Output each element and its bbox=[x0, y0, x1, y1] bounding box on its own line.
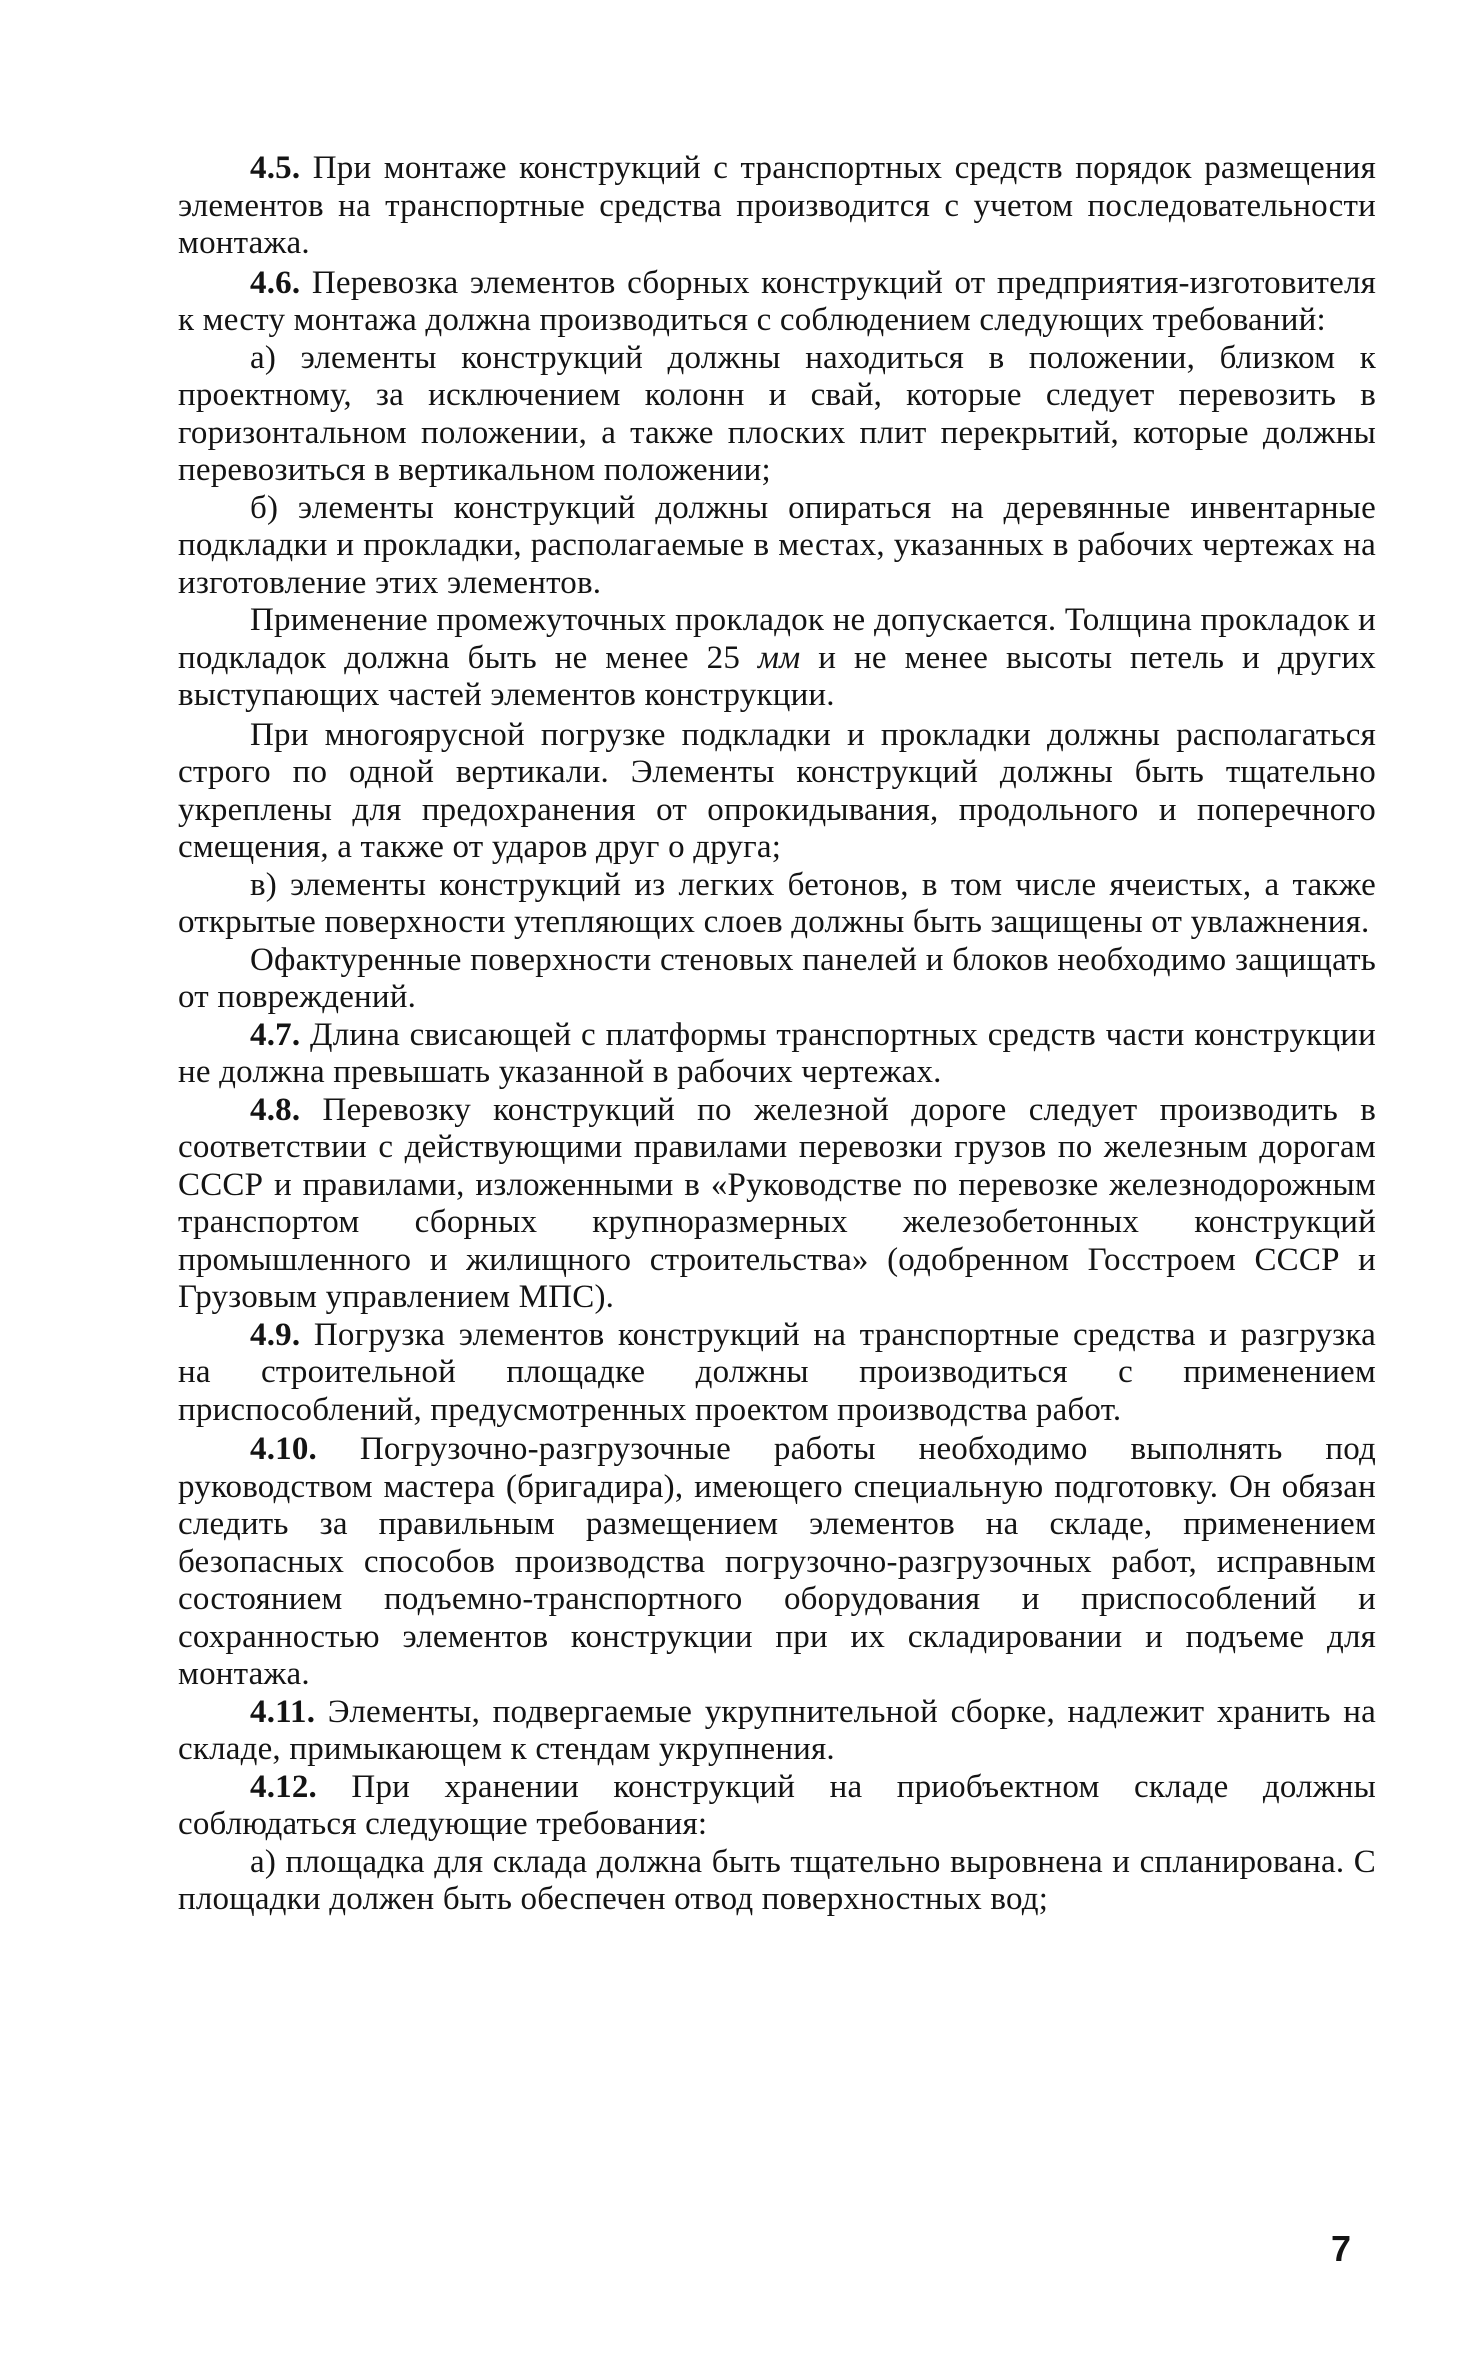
paragraph-text: Элементы, подвергаемые укрупнительной сборке, надлежит хранить на складе, примыкающем к стендам укрупнения. bbox=[178, 1693, 1376, 1767]
paragraph-4-6 bbox=[178, 265, 1376, 340]
paragraph-4-6-a bbox=[178, 340, 1376, 490]
paragraph-4-11 bbox=[178, 1694, 1376, 1769]
paragraph-text: При хранении конструкций на приобъектном складе должны соблюдаться следующие требования: bbox=[178, 1768, 1376, 1842]
document-body bbox=[178, 150, 1376, 1919]
paragraph-4-6-v bbox=[178, 867, 1376, 942]
paragraph-text: а) площадка для склада должна быть тщательно выровнена и спланирована. С площадки должен быть обеспечен отвод поверхностных вод; bbox=[178, 1843, 1376, 1917]
paragraph-text: Применение промежуточных прокладок не допускается. Толщина прокладок и подкладок должна быть не менее 25 bbox=[178, 602, 1376, 676]
clause-number: 4.11. bbox=[250, 1693, 316, 1730]
paragraph-faced-surfaces bbox=[178, 942, 1376, 1017]
paragraph-text: Погрузка элементов конструкций на транспортные средства и разгрузка на строительной площадке должны производиться с применением приспособлений, предусмотренных проектом производства работ. bbox=[178, 1316, 1376, 1428]
page-number: 7 bbox=[1331, 2228, 1352, 2269]
paragraph-4-7 bbox=[178, 1017, 1376, 1092]
paragraph-text: Перевозка элементов сборных конструкций от предприятия-изготовителя к месту монтажа должна производиться с соблюдением следующих требований: bbox=[178, 264, 1376, 338]
paragraph-4-8 bbox=[178, 1092, 1376, 1317]
clause-number: 4.6. bbox=[250, 264, 301, 301]
paragraph-text: При монтаже конструкций с транспортных средств порядок размещения элементов на транспортные средства производится с учетом последовательности монтажа. bbox=[178, 150, 1376, 261]
paragraph-text: б) элементы конструкций должны опираться на деревянные инвентарные подкладки и прокладки, располагаемые в местах, указанных в рабочих чертежах на изготовление этих элементов. bbox=[178, 489, 1376, 601]
paragraph-text: а) элементы конструкций должны находиться в положении, близком к проектному, за исключением колонн и свай, которые следует перевозить в горизонтальном положении, а также плоских плит перекрытий, которые должны перевозиться в вертикальном положении; bbox=[178, 339, 1376, 488]
paragraph-text: При многоярусной погрузке подкладки и прокладки должны располагаться строго по одной вертикали. Элементы конструкций должны быть тщательно укреплены для предохранения от опрокидывания, продольного и поперечного смещения, а также от ударов друг о друга; bbox=[178, 716, 1376, 865]
clause-number: 4.5. bbox=[250, 150, 301, 186]
paragraph-text: Перевозку конструкций по железной дороге следует производить в соответствии с действующими правилами перевозки грузов по железным дорогам СССР и правилами, изложенными в «Руководстве по перевозке железнодорожным транспортом сборных крупноразмерных железобетонных конструкций промышленного и жилищного строительства» (одобренном Госстроем СССР и Грузовым управлением МПС). bbox=[178, 1091, 1376, 1315]
paragraph-pads-thickness bbox=[178, 602, 1376, 715]
paragraph-4-12-a bbox=[178, 1844, 1376, 1919]
paragraph-4-5 bbox=[178, 150, 1376, 263]
paragraph-4-9 bbox=[178, 1317, 1376, 1430]
clause-number: 4.7. bbox=[250, 1016, 301, 1053]
paragraph-4-10 bbox=[178, 1431, 1376, 1694]
clause-number: 4.12. bbox=[250, 1768, 317, 1805]
paragraph-text: и не менее высоты петель и других выступающих частей элементов конструкции. bbox=[178, 639, 1376, 713]
clause-number: 4.9. bbox=[250, 1316, 301, 1353]
clause-number: 4.8. bbox=[250, 1091, 301, 1128]
clause-number: 4.10. bbox=[250, 1431, 317, 1467]
paragraph-text: Погрузочно-разгрузочные работы необходимо выполнять под руководством мастера (бригадира), имеющего специальную подготовку. Он обязан следить за правильным размещением элементов на складе, применением безопасных способов производства погрузочно-разгрузочных работ, исправным состоянием подъемно-транспортного оборудования и приспособлений и сохранностью элементов конструкции при их складировании и подъеме для монтажа. bbox=[178, 1431, 1376, 1692]
unit-mm: мм bbox=[757, 639, 801, 676]
paragraph-text: в) элементы конструкций из легких бетонов, в том числе ячеистых, а также открытые поверхности утепляющих слоев должны быть защищены от увлажнения. bbox=[178, 866, 1376, 940]
paragraph-text: Длина свисающей с платформы транспортных средств части конструкции не должна превышать указанной в рабочих чертежах. bbox=[178, 1016, 1376, 1090]
paragraph-multitier-loading bbox=[178, 717, 1376, 867]
paragraph-4-6-b bbox=[178, 490, 1376, 603]
paragraph-4-12 bbox=[178, 1769, 1376, 1844]
paragraph-text: Офактуренные поверхности стеновых панелей и блоков необходимо защищать от повреждений. bbox=[178, 941, 1376, 1015]
